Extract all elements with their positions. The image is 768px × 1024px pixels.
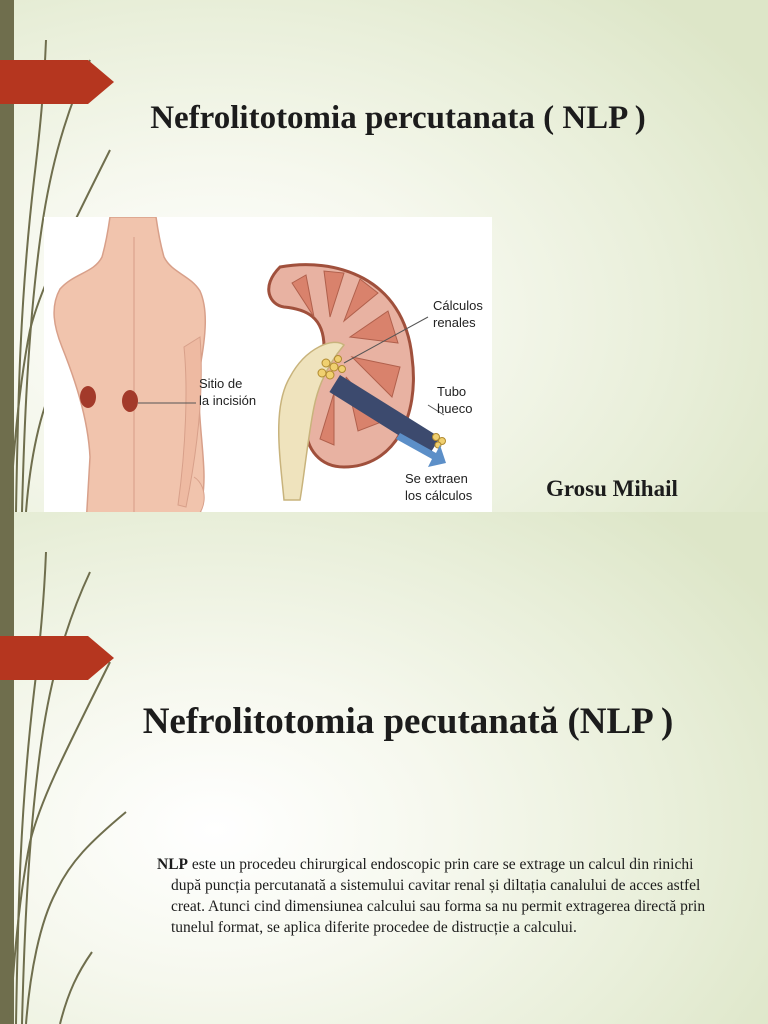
label-incision-site: Sitio de la incisión [199,376,257,408]
slide-2 [0,512,768,1024]
slide-title: Nefrolitotomia pecutanată (NLP ) [142,701,674,742]
body-text: este un procedeu chirurgical endoscopic prin care se extrage un calcul din rinichi după puncția percutanată a sistemului cavitar renal și diltația canalului de acces astfel creat. Atunci cind dimensiunea calcului sau forma sa nu permit extragerea directă prin tunelul format, se aplica diferite procedee de distrucție a calcului. [171,856,706,936]
illustration-drawing [44,217,492,512]
body-term: NLP [157,856,188,873]
kidney-cross-section [269,265,446,500]
label-kidney-stones: Cálculos renales [433,298,483,330]
label-stone-extraction: Se extraen los cálculos [405,471,473,503]
author-name: Grosu Mihail [546,476,678,501]
grass-decoration [0,512,140,1024]
label-hollow-tube: Tubo hueco [437,384,473,416]
body-paragraph [157,854,727,938]
left-kidney-icon [80,386,96,408]
right-kidney-icon [122,390,138,412]
slide-title: Nefrolitotomia percutanata ( NLP ) [150,100,646,136]
human-back-figure [54,217,205,512]
kidney-illustration [44,217,492,512]
